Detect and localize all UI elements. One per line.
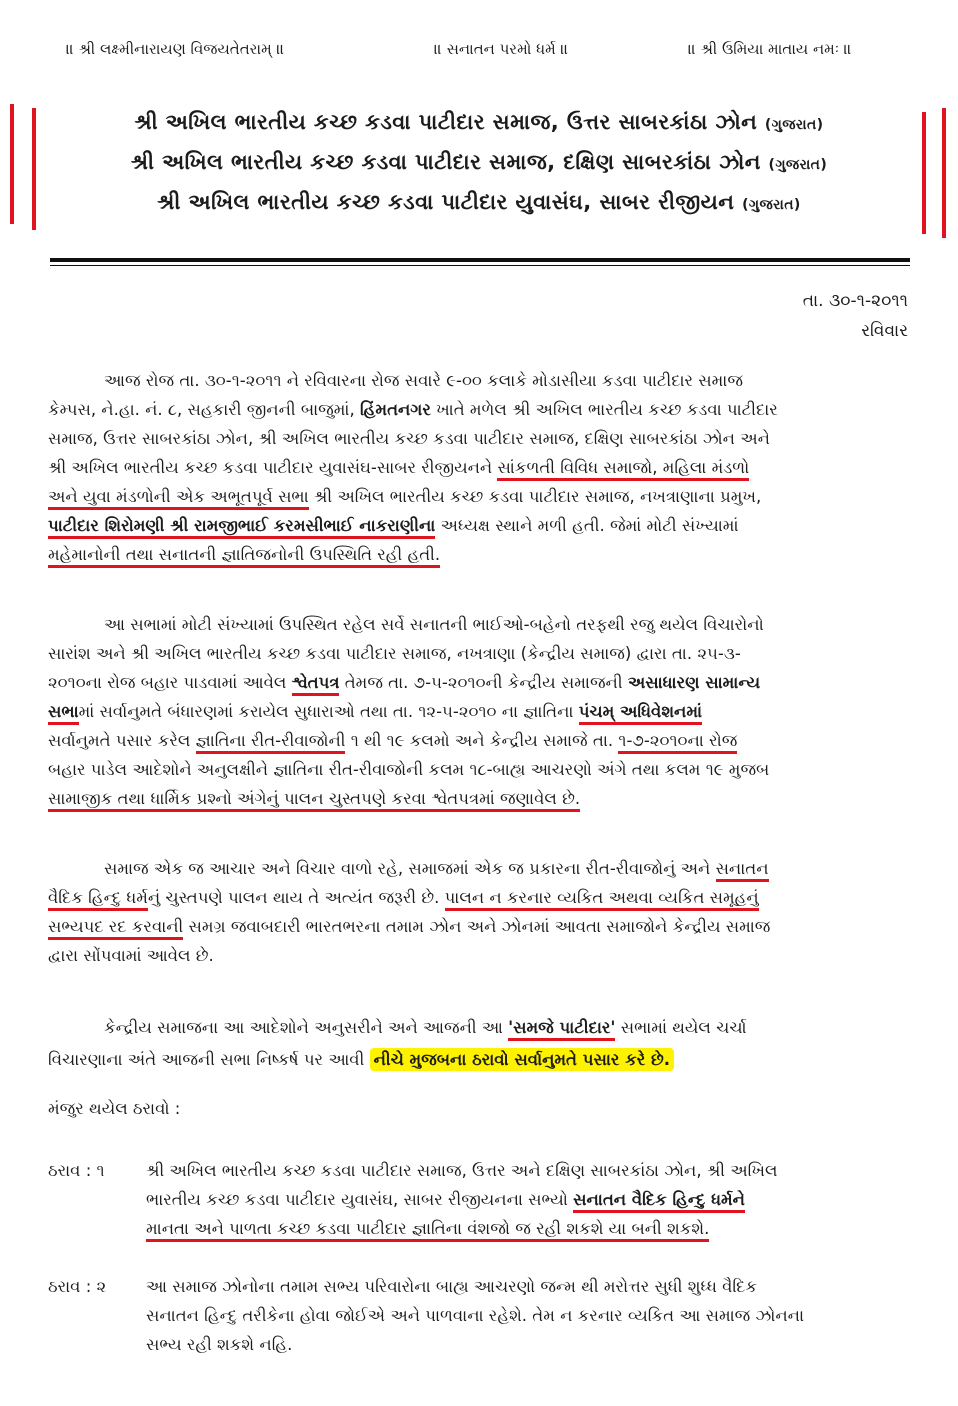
text: માં સર્વાનુમતે બંધારણમાં કરાયેલ સુધારાઓ તથા તા. ૧૨-૫-૨૦૧૦ ના જ્ઞાતિના [78, 702, 579, 721]
resolution-label: ઠરાવ : ૧ [48, 1161, 105, 1180]
underlined-text: પાલન ન કરનાર વ્યકિત અથવા વ્યકિત સમૂહનું [445, 888, 759, 911]
text: કેન્દ્રીય સમાજના આ આદેશોને અનુસરીને અને આજની આ [104, 1018, 509, 1037]
organization-header [0, 102, 958, 222]
p1-line-1: આજ રોજ તા. ૩૦-૧-૨૦૧૧ ને રવિવારના રોજ સવારે ૯-૦૦ કલાકે મોડાસીયા કડવા પાટીદાર સમાજ [104, 371, 743, 390]
org-name: શ્રી અખિલ ભારતીય કચ્છ કડવા પાટીદાર સમાજ, ઉત્તર સાબરકાંઠા ઝોન [134, 110, 758, 134]
underlined-text: વૈદિક હિન્દુ ધર્મ [48, 888, 148, 911]
day-text: રવિવાર [861, 321, 908, 341]
invocation-right: ॥ શ્રી ઉમિયા માતાય નમઃ ॥ [688, 40, 852, 58]
resolution-body [146, 1272, 912, 1359]
city-name: હિંમતનગર [359, 400, 431, 419]
org-line-3 [0, 182, 958, 222]
bold-underlined-text: સભા [48, 702, 79, 725]
text: સમાજ એક જ આચાર અને વિચાર વાળો રહે, સમાજમાં એક જ પ્રકારના રીત-રીવાજોનું અને [104, 859, 716, 878]
white-paper-term: શ્વેતપત્ર [292, 673, 340, 696]
text: કેમ્પસ, ને.હા. નં. ૮, સહકારી જીનની બાજુમાં, [48, 400, 360, 419]
chairman-name: પાટીદાર શિરોમણી શ્રી રામજીભાઈ કરમસીભાઈ નાકરાણીના [48, 516, 435, 539]
underlined-text: સનાતન [716, 859, 769, 882]
paragraph-1 [48, 366, 912, 569]
paragraph-4 [48, 1012, 912, 1076]
invocation-left: ॥ શ્રી લક્ષ્મીનારાયણ વિજયતેતરામ્ ॥ [66, 40, 285, 58]
r2-line-3: સભ્ય રહી શકશે નહિ. [146, 1335, 293, 1354]
text: વિચારણાના અંતે આજની સભા નિષ્કર્ષ પર આવી [48, 1050, 370, 1069]
org-region: (ગુજરાત) [742, 197, 801, 213]
p1-line-6 [48, 511, 912, 540]
p2-line-7 [48, 784, 912, 813]
p1-line-5 [48, 482, 912, 511]
p2-line-6: બહાર પાડેલ આદેશોને અનુલક્ષીને જ્ઞાતિના રીત-રીવાજોની કલમ ૧૮-બાહ્ય આચરણો અંગે તથા કલમ ૧૯ મુજબ [48, 760, 770, 779]
org-line-2 [0, 142, 958, 182]
org-line-1 [0, 102, 958, 142]
date-block [803, 286, 908, 346]
p1-line-3: સમાજ, ઉત્તર સાબરકાંઠા ઝોન, શ્રી અખિલ ભારતીય કચ્છ કડવા પાટીદાર સમાજ, દક્ષિણ સાબરકાંઠા ઝોન અને [48, 429, 770, 448]
underlined-text: ૧-૭-૨૦૧૦ના રોજ [618, 731, 737, 754]
org-region: (ગુજરાત) [768, 157, 828, 173]
p2-line-2: સારાંશ અને શ્રી અખિલ ભારતીય કચ્છ કડવા પાટીદાર સમાજ, નખત્રાણા (કેન્દ્રીય સમાજ) દ્વારા તા. ૨૫-૩- [48, 644, 741, 663]
text: અધ્યક્ષ સ્થાને મળી હતી. જેમાં મોટી સંખ્યામાં [435, 516, 739, 535]
text: સમગ્ર જવાબદારી ભારતભરના તમામ ઝોન અને ઝોનમાં આવતા સમાજોને કેન્દ્રીય સમાજ [183, 917, 771, 936]
org-name: શ્રી અખિલ ભારતીય કચ્છ કડવા પાટીદાર યુવાસંઘ, સાબર રીજીયન [157, 190, 735, 214]
text: શ્રી અખિલ ભારતીય કચ્છ કડવા પાટીદાર સમાજ, નખત્રાણાના પ્રમુખ, [308, 487, 762, 506]
resolution-label: ઠરાવ : ૨ [48, 1277, 107, 1296]
r1-line-3 [146, 1214, 912, 1243]
r2-line-2: સનાતન હિન્દુ તરીકેના હોવા જોઈએ અને પાળવાના રહેશે. તેમ ન કરનાર વ્યકિત આ સમાજ ઝોનના [146, 1306, 804, 1325]
r1-line-1: શ્રી અખિલ ભારતીય કચ્છ કડવા પાટીદાર સમાજ, ઉત્તર અને દક્ષિણ સાબરકાંઠા ઝોન, શ્રી અખિલ [146, 1161, 778, 1180]
text: નું ચુસ્તપણે પાલન થાય તે અત્યંત જરૂરી છે. [147, 888, 445, 907]
text: તેમજ તા. ૭-૫-૨૦૧૦ની કેન્દ્રીય સમાજની [339, 673, 628, 692]
header-rule-thin [50, 265, 910, 266]
approved-heading [48, 1094, 912, 1123]
r1-line-2 [146, 1185, 912, 1214]
underlined-text: સાંકળતી વિવિધ સમાજો, મહિલા મંડળો [497, 458, 749, 481]
p3-line-2 [48, 883, 912, 912]
text: સભામાં થયેલ ચર્ચા [615, 1018, 747, 1037]
bold-text: અસાધારણ સામાન્ય [627, 673, 761, 692]
text: ૧ થી ૧૯ કલમો અને કેન્દ્રીય સમાજે તા. [345, 731, 619, 750]
underlined-text: માનતા અને પાળતા કચ્છ કડવા પાટીદાર જ્ઞાતિના વંશજો જ રહી શકશે યા બની શકશે. [146, 1219, 709, 1242]
text: ૨૦૧૦ના રોજ બહાર પાડવામાં આવેલ [48, 673, 292, 692]
invocation-middle: ॥ સનાતન પરમો ધર્મ ॥ [434, 40, 569, 58]
p2-line-3 [48, 668, 912, 697]
paragraph-2 [48, 610, 912, 813]
underlined-text: મહેમાનોની તથા સનાતની જ્ઞાતિજનોની ઉપસ્થિતિ રહી હતી. [48, 545, 440, 568]
p3-line-1 [48, 854, 912, 883]
invocation-row [0, 40, 958, 64]
p3-line-4: દ્વારા સોંપવામાં આવેલ છે. [48, 946, 214, 965]
text: શ્રી અખિલ ભારતીય કચ્છ કડવા પાટીદાર યુવાસંઘ-સાબર રીજીયનને [48, 458, 498, 477]
dharma-term: સનાતન વૈદિક હિન્દુ ધર્મને [573, 1190, 745, 1213]
text: સર્વાનુમતે પસાર કરેલ [48, 731, 196, 750]
p2-line-1: આ સભામાં મોટી સંખ્યામાં ઉપસ્થિત રહેલ સર્વે સનાતની ભાઈઓ-બહેનો તરફથી રજુ થયેલ વિચારોનો [104, 615, 764, 634]
p1-line-4 [48, 453, 912, 482]
underlined-text: અને યુવા મંડળોની એક અભૂતપૂર્વ સભા [48, 487, 309, 510]
p1-line-7 [48, 540, 912, 569]
highlighted-text: નીચે મુજબના ઠરાવો સર્વાનુમતે પસાર કરે છે. [370, 1048, 675, 1071]
text: ભારતીય કચ્છ કડવા પાટીદાર યુવાસંઘ, સાબર રીજીયનના સભ્યો [146, 1190, 574, 1209]
paragraph-3 [48, 854, 912, 970]
p1-line-2 [48, 395, 912, 424]
resolution-body [146, 1156, 912, 1243]
p4-line-1 [48, 1012, 912, 1044]
text: ખાતે મળેલ શ્રી અખિલ ભારતીય કચ્છ કડવા પાટીદાર [430, 400, 778, 419]
meeting-name: 'સમજે પાટીદાર' [508, 1018, 615, 1041]
r2-line-1: આ સમાજ ઝોનોના તમામ સભ્ય પરિવારોના બાહ્ય આચરણો જન્મ થી મરોત્તર સુધી શુધ્ધ વૈદિક [146, 1277, 758, 1296]
convention-term: પંચમ્ અધિવેશનમાં [579, 702, 702, 725]
p3-line-3 [48, 912, 912, 941]
p2-line-5 [48, 726, 912, 755]
approved-heading-text: મંજુર થયેલ ઠરાવો : [48, 1099, 181, 1118]
p4-line-2 [48, 1044, 912, 1076]
underlined-text: જ્ઞાતિના રીત-રીવાજોની [196, 731, 346, 754]
p2-line-4 [48, 697, 912, 726]
date-text: તા. ૩૦-૧-૨૦૧૧ [802, 291, 908, 311]
org-region: (ગુજરાત) [764, 117, 824, 133]
underlined-text: સભ્યપદ રદ કરવાની [48, 917, 183, 940]
underlined-text: સામાજીક તથા ધાર્મિક પ્રશ્નો અંગેનું પાલન ચુસ્તપણે કરવા શ્વેતપત્રમાં જણાવેલ છે. [48, 789, 580, 812]
org-name: શ્રી અખિલ ભારતીય કચ્છ કડવા પાટીદાર સમાજ, દક્ષિણ સાબરકાંઠા ઝોન [130, 150, 761, 174]
header-rule-thick [50, 258, 910, 262]
